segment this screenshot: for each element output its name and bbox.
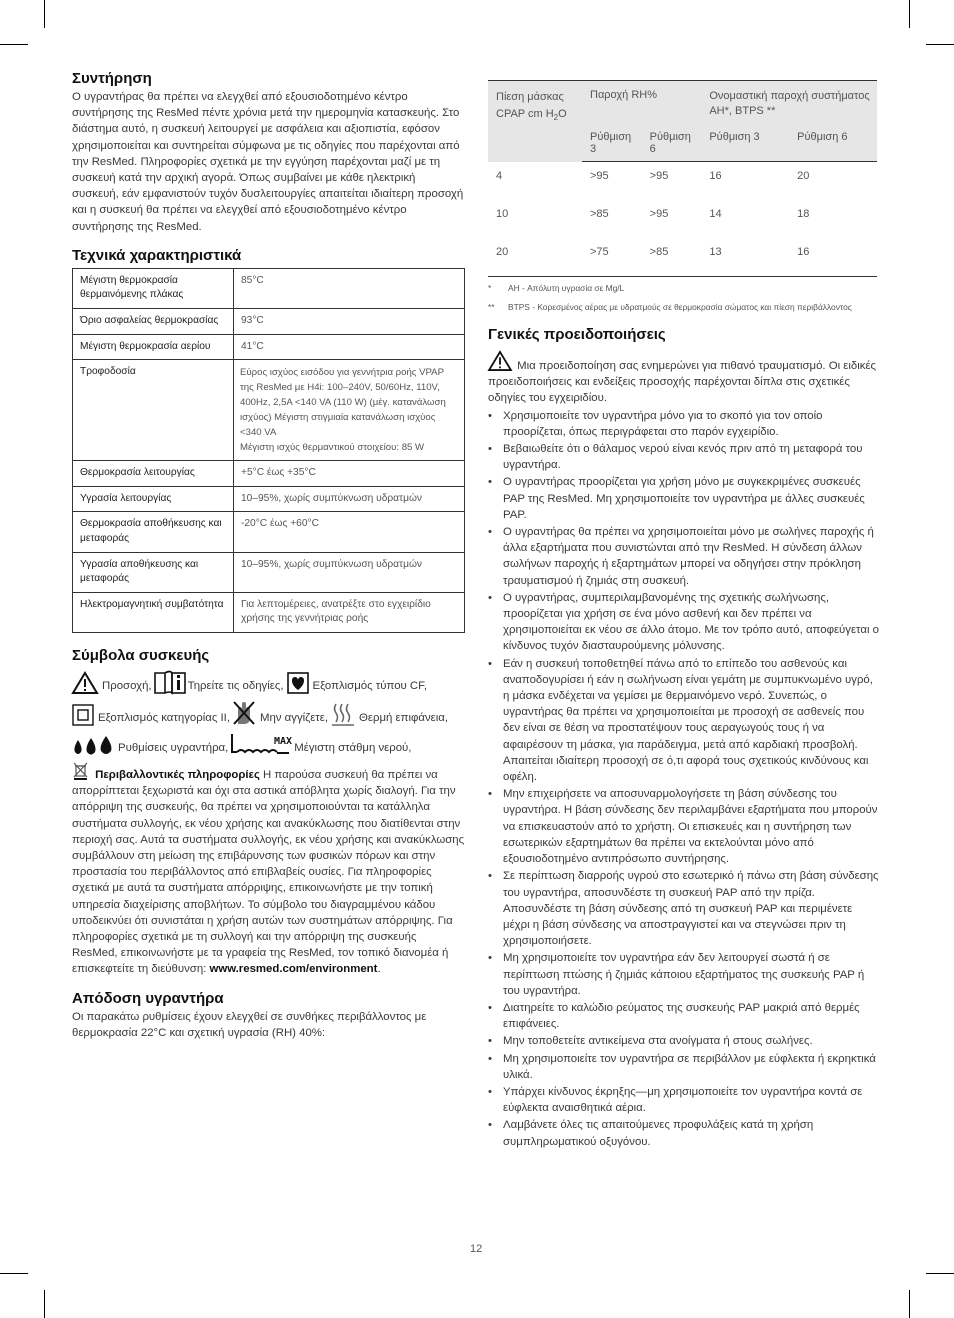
spec-row — [73, 486, 465, 512]
rh-setting-6: Ρύθμιση 6 — [642, 127, 702, 162]
spec-key: Όριο ασφαλείας θερμοκρασίας — [73, 309, 234, 335]
read-instructions-icon — [154, 670, 186, 694]
spec-key: Υγρασία λειτουργίας — [73, 486, 234, 512]
spec-row — [73, 360, 465, 461]
perf-row — [488, 238, 877, 277]
spec-row — [73, 461, 465, 487]
warning-item: • Μην επιχειρήσετε να αποσυναρμολογήσετε τη βάση σύνδεσης του υγραντήρα. Η βάση σύνδεσης δεν περιλαμβάνει εξαρτήματα που μπορούν να επισκευαστούν από το χρήστη. Οι επισκευές και η συντήρηση των εσωτερικών εξαρτημάτων θα πρέπει να εκτελούνται μόνο από εξουσιοδοτημένο αντιπρόσωπο συντήρησης. — [488, 786, 879, 867]
symbols-title: Σύμβολα συσκευής — [72, 646, 210, 664]
note-1: AH - Απόλυτη υγρασία σε Mg/L — [508, 283, 625, 293]
warnings-title: Γενικές προειδοποιήσεις — [488, 326, 666, 343]
warning-item: • Μη χρησιμοποιείτε τον υγραντήρα σε περιβάλλον με εύφλεκτα ή εκρηκτικά υλικά. — [488, 1051, 879, 1083]
table-notes — [488, 283, 879, 312]
perf-cell: 10 — [496, 208, 509, 220]
perf-cell: 16 — [709, 170, 722, 182]
perf-cell: 16 — [789, 238, 877, 277]
warnings-intro — [488, 351, 879, 407]
spec-row — [73, 309, 465, 335]
maintenance-section — [72, 70, 465, 235]
environment-body: Η παρούσα συσκευή θα πρέπει να απορρίπτεται ξεχωριστά και όχι στα αστικά απόβλητα χωρίς διαλογή. Για την απόρριψη της συσκευής, θα πρέπει να χρησιμοποιούνται τα κατάλληλα συστήματα συλλογής, εκ νέου χρήσης και ανακύκλωσης που διατίθενται στην περιοχή σας. Αυτά τα συστήματα συλλογής, εκ νέου χρήσης και ανακύκλωσης συμβάλλουν στη μείωση της επιβάρυνσης των φυσικών πόρων και στην προστασία του περιβάλλοντος από επιβλαβείς ουσίες. Για πληροφορίες σχετικά με αυτά τα συστήματα απόρριψης, επικοινωνήστε με την τοπική υπηρεσία διαχείρισης αποβλήτων. Το σύμβολο του διαγραμμένου κάδου υποδεικνύει ότι συνιστάται η χρήση αυτών των συστημάτων απόρριψης. Για πληροφορίες σχετικά με τη συλλογή και την απόρριψη της συσκευής ResMed, επικοινωνήστε με τα γραφεία της ResMed, τον τοπικό διανομέα ή επισκεφτείτε τη διεύθυνση: — [72, 768, 465, 976]
warning-icon — [488, 351, 512, 371]
warnings-section — [488, 326, 879, 1150]
spec-key: Μέγιστη θερμοκρασία αερίου — [73, 334, 234, 360]
symbols-section — [72, 647, 465, 978]
warning-item: • Μη χρησιμοποιείτε τον υγραντήρα εάν δεν λειτουργεί σωστά ή σε περίπτωση πτώσης ή ζημιάς κάποιου εξαρτήματος της συσκευής PAP ή του υγραντήρα. — [488, 950, 879, 999]
warning-item: • Ο υγραντήρας θα πρέπει να χρησιμοποιείται μόνο με σωλήνες παροχής ή άλλα εξαρτήματα που συνιστώνται από την ResMed. Η σύνδεση άλλων σωλήνων παροχής ή εξαρτημάτων μπορεί να οδηγήσει στην πρόκληση τραυματισμού ή ζημιάς στη συσκευή. — [488, 524, 879, 589]
do-not-touch-icon — [232, 700, 256, 726]
spec-key: Θερμοκρασία λειτουργίας — [73, 461, 234, 487]
spec-value: 41°C — [234, 334, 465, 360]
warning-item: • Ο υγραντήρας προορίζεται για χρήση μόνο με συγκεκριμένες συσκευές PAP της ResMed. Μη χρησιμοποιείτε τον υγραντήρα με άλλες συσκευές PAP. — [488, 474, 879, 523]
ah-header: Ονομαστική παροχή συστήματος AH*, BTPS ** — [701, 81, 877, 128]
perf-cell: >85 — [590, 208, 609, 220]
rh-header: Παροχή RH% — [582, 81, 701, 128]
warning-item: • Ο υγραντήρας, συμπεριλαμβανομένης της σχετικής σωλήνωσης, προορίζεται για χρήση σε ένα μόνο ασθενή και δεν πρέπει να χρησιμοποιείται εκ νέου σε άλλο άτομο. Με τον τρόπο αυτό, αποφεύγεται ο κίνδυνος τυχόν διασταυρούμενης μόλυνσης. — [488, 590, 879, 655]
humidity-setting-label: Ρυθμίσεις υγραντήρα, — [118, 741, 229, 754]
symbols-row-3 — [72, 732, 465, 756]
performance-title: Απόδοση υγραντήρα — [72, 989, 224, 1007]
crop-mark — [909, 1290, 910, 1318]
crop-mark — [909, 0, 910, 28]
crop-mark — [0, 44, 28, 45]
humidity-setting-icon — [72, 736, 114, 756]
perf-cell: >85 — [642, 238, 702, 277]
spec-value: 10–95%, χωρίς συμπύκνωση υδρατμών — [234, 486, 465, 512]
pressure-header-o: O — [558, 108, 567, 120]
environment-end: . — [377, 963, 381, 976]
rh-setting-3: Ρύθμιση 3 — [582, 127, 642, 162]
perf-cell: 13 — [701, 238, 789, 277]
pressure-header — [488, 81, 582, 162]
spec-row — [73, 592, 465, 632]
perf-cell: 20 — [797, 170, 810, 182]
perf-cell: >75 — [582, 238, 642, 277]
performance-section — [72, 990, 465, 1041]
spec-value: -20°C έως +60°C — [234, 512, 465, 552]
warnings-intro-text: Μια προειδοποίηση σας ενημερώνει για πιθανό τραυματισμό. Οι ειδικές προειδοποιήσεις και ενδείξεις προσοχής παρέχονται δίπλα στις σχετικές οδηγίες του εγχειριδίου. — [488, 360, 877, 405]
warning-item: • Σε περίπτωση διαρροής υγρού στο εσωτερικό ή πάνω στη βάση σύνδεσης του υγραντήρα, αποσυνδέστε τη συσκευή PAP από την πρίζα. Αποσυνδέστε τη βάση σύνδεσης από τη συσκευή PAP και περιμένετε μέχρι η βάση σύνδεσης να αποστραγγιστεί και να στεγνώσει πριν τη χρησιμοποιήσετε. — [488, 868, 879, 949]
crop-mark — [926, 1273, 954, 1274]
spec-value: Για λεπτομέρειες, ανατρέξτε στο εγχειρίδιο χρήσης της γεννήτριας ροής — [234, 592, 465, 632]
perf-row — [488, 200, 877, 238]
perf-cell: >95 — [649, 170, 669, 182]
ah-setting-6: Ρύθμιση 6 — [789, 127, 877, 162]
perf-cell: 14 — [709, 208, 722, 220]
max-water-level-icon — [231, 732, 293, 756]
spec-key: Θερμοκρασία αποθήκευσης και μεταφοράς — [73, 512, 234, 552]
environment-label: Περιβαλλοντικές πληροφορίες — [95, 768, 260, 781]
warning-item: • Χρησιμοποιείτε τον υγραντήρα μόνο για το σκοπό για τον οποίο προορίζεται, όπως περιγράφεται στο παρόν εγχειρίδιο. — [488, 408, 879, 440]
spec-value: 93°C — [234, 309, 465, 335]
warning-item: • Λαμβάνετε όλες τις απαιτούμενες προφυλάξεις κατά τη χρήση συμπληρωματικού οξυγόνου. — [488, 1117, 879, 1149]
performance-table — [488, 80, 877, 277]
caution-icon — [72, 672, 98, 694]
do-not-touch-label: Μην αγγίζετε, — [259, 711, 329, 724]
spec-value: 10–95%, χωρίς συμπύκνωση υδρατμών — [234, 552, 465, 592]
ah-setting-3: Ρύθμιση 3 — [701, 127, 789, 162]
spec-value: +5°C έως +35°C — [234, 461, 465, 487]
right-column — [488, 80, 879, 1162]
spec-key: Μέγιστη θερμοκρασία θερμαινόμενης πλάκας — [73, 268, 234, 308]
note-1-mark: * — [488, 283, 492, 293]
maintenance-title: Συντήρηση — [72, 70, 152, 87]
caution-label: Προσοχή, — [102, 679, 152, 692]
perf-row — [488, 162, 877, 201]
maintenance-text: Ο υγραντήρας θα πρέπει να ελεγχθεί από εξουσιοδοτημένο κέντρο συντήρησης της ResMed πέντε χρόνια μετά την ημερομηνία κατασκευής. Στο διάστημα αυτό, η συσκευή λειτουργεί με ασφάλεια και αξιοπιστία, εφόσον χρησιμοποιείται και συντηρείται σύμφωνα με τις οδηγίες που παρέχονται από την ResMed. Πληροφορίες σχετικά με την εγγύηση παρέχονται μαζί με τη συσκευή κατά την αρχική αγορά. Όπως συμβαίνει με κάθε ηλεκτρική συσκευή, εάν εμφανιστούν τυχόν δυσλειτουργίες απαιτείται ιδιαίτερη προσοχή και η συσκευή θα πρέπει να ελεγχθεί από εξουσιοδοτημένο κέντρο συντήρησης της ResMed. — [72, 91, 464, 233]
max-mark-text: MAX — [274, 735, 293, 747]
symbols-row-2 — [72, 700, 465, 726]
read-instructions-label: Τηρείτε τις οδηγίες, — [187, 679, 284, 692]
spec-key: Ηλεκτρομαγνητική συμβατότητα — [73, 592, 234, 632]
specs-title: Τεχνικά χαρακτηριστικά — [72, 246, 242, 264]
crossed-bin-icon — [72, 762, 90, 780]
warnings-list — [488, 408, 879, 1150]
specs-section — [72, 247, 465, 633]
pressure-header-text: Πίεση μάσκας CPAP cm H — [496, 91, 564, 120]
perf-cell: 18 — [797, 208, 810, 220]
warning-item: • Βεβαιωθείτε ότι ο θάλαμος νερού είναι κενός πριν από τη μεταφορά του υγραντήρα. — [488, 441, 879, 473]
left-column — [72, 70, 465, 1053]
cf-equipment-icon — [287, 672, 309, 694]
specs-table — [72, 268, 465, 633]
crop-mark — [44, 0, 45, 28]
perf-cell: >95 — [649, 208, 669, 220]
crop-mark — [0, 1273, 28, 1274]
pressure-header-sub: 2 — [553, 113, 559, 123]
environment-text — [72, 762, 465, 978]
spec-row — [73, 512, 465, 552]
max-water-level-label: Μέγιστη στάθμη νερού, — [294, 741, 412, 754]
performance-text: Οι παρακάτω ρυθμίσεις έχουν ελεγχθεί σε συνθήκες περιβάλλοντος με θερμοκρασία 22°C και σχετική υγρασία (RH) 40%: — [72, 1010, 427, 1039]
warning-item: • Μην τοποθετείτε αντικείμενα στα ανοίγματα ή στους σωλήνες. — [488, 1033, 879, 1049]
cf-equipment-label: Εξοπλισμός τύπου CF, — [312, 679, 428, 692]
class-ii-label: Εξοπλισμός κατηγορίας II, — [98, 711, 230, 724]
perf-cell: 4 — [496, 169, 503, 182]
hot-surface-label: Θερμή επιφάνεια, — [359, 711, 449, 724]
symbols-row-1 — [72, 670, 465, 694]
hot-surface-icon — [331, 702, 355, 726]
spec-key: Υγρασία αποθήκευσης και μεταφοράς — [73, 552, 234, 592]
note-2-mark: ** — [488, 302, 495, 312]
crop-mark — [44, 1290, 45, 1318]
note-2: BTPS - Κορεσμένος αέρας με υδρατμούς σε θερμοκρασία σώματος και πίεση περιβάλλοντος — [508, 302, 852, 312]
class-ii-icon — [72, 704, 94, 726]
spec-row — [73, 268, 465, 308]
warning-item: • Εάν η συσκευή τοποθετηθεί πάνω από το επίπεδο του ασθενούς και αναποδογυρίσει ή εάν η σωλήνωση είναι γεμάτη με συμπυκνωμένο υγρό, η μάσκα ενδέχεται να γεμίσει με θερμαινόμενο νερό. Συνεπώς, ο υγραντήρας θα πρέπει να χρησιμοποιείται με προσοχή σε ασθενείς που δεν είναι σε θέση να προστατέψουν τους αεραγωγούς τους ή να αφαιρέσουν τη μάσκα, για παράδειγμα, μετά από καρδιακή προσβολή. Απαιτείται ιδιαίτερη προσοχή σε ό,τι αφορά τους σχετικούς κινδύνους και οφέλη. — [488, 656, 879, 786]
crop-mark — [926, 44, 954, 45]
spec-row — [73, 552, 465, 592]
perf-cell: 20 — [488, 238, 582, 277]
warning-item: • Διατηρείτε το καλώδιο ρεύματος της συσκευής PAP μακριά από θερμές επιφάνειες. — [488, 1000, 879, 1032]
environment-url[interactable]: www.resmed.com/environment — [209, 963, 378, 976]
spec-value: 85°C — [234, 268, 465, 308]
spec-row — [73, 334, 465, 360]
spec-value: Εύρος ισχύος εισόδου για γεννήτρια ροής VPAP της ResMed με H4i: 100–240V, 50/60Hz, 110V, 400Hz, 2,5A <140 VA (110 W) (μέγ. κατανάλωση ισχύος) Μέγιστη στιγμιαία κατανάλωση ισχύος <340 VA Μέγιστη ισχύς θερμαντικού στοιχείου: 85 W — [234, 360, 465, 461]
page-number: 12 — [470, 1243, 483, 1255]
perf-cell: >95 — [590, 170, 609, 182]
warning-item: • Υπάρχει κίνδυνος έκρηξης—μη χρησιμοποιείτε τον υγραντήρα κοντά σε εύφλεκτα αναισθητικά αέρια. — [488, 1084, 879, 1116]
spec-key: Τροφοδοσία — [73, 360, 234, 461]
